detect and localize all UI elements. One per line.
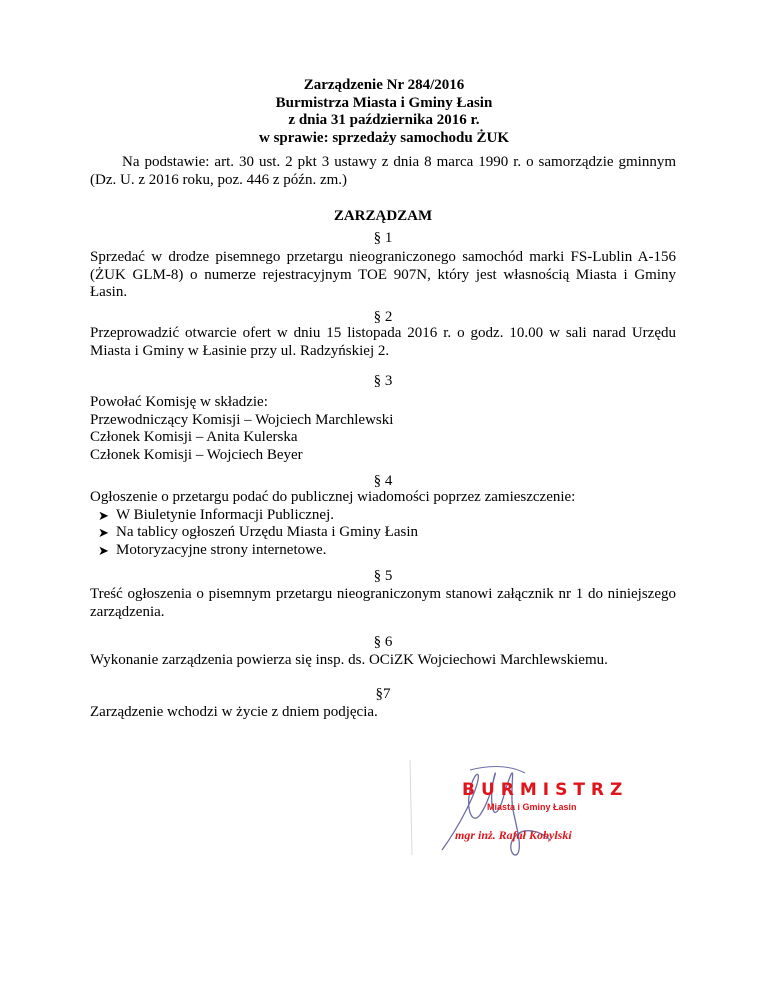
announcement-list (90, 507, 676, 560)
commission-member: Członek Komisji – Anita Kulerska (90, 429, 298, 445)
section-5-body: Treść ogłoszenia o pisemnym przetargu nieograniczonym stanowi załącznik nr 1 do niniejszego zarządzenia. (90, 586, 676, 620)
section-2-body: Przeprowadzić otwarcie ofert w dniu 15 listopada 2016 r. o godz. 10.00 w sali narad Urzędu Miasta i Gminy w Łasinie przy ul. Radzyńskiej 2. (90, 325, 676, 359)
document-header (0, 77, 768, 147)
legal-basis: Na podstawie: art. 30 ust. 2 pkt 3 ustawy z dnia 8 marca 1990 r. o samorządzie gminnym (Dz. U. z 2016 roku, poz. 446 z późn. zm.) (90, 154, 676, 188)
commission-intro: Powołać Komisję w składzie: (90, 394, 268, 410)
section-1-body: Sprzedać w drodze pisemnego przetargu nieograniczonego samochód marki FS-Lublin A-156 (ŻUK GLM-8) o numerze rejestracyjnym TOE 907N, który jest własnością Miasta i Gminy Łasin. (90, 249, 676, 300)
commission-member: Członek Komisji – Wojciech Beyer (90, 446, 303, 463)
stamp-subtitle: Miasta i Gminy Łasin (487, 802, 577, 812)
commission-member: Przewodniczący Komisji – Wojciech Marchlewski (90, 411, 394, 428)
stamp-name: mgr inż. Rafał Kobylski (455, 828, 572, 842)
section-4-body (90, 489, 676, 559)
section-4-heading: § 4 (373, 473, 393, 489)
subject: w sprawie: sprzedaży samochodu ŻUK (259, 129, 509, 146)
section-7-heading: §7 (375, 686, 391, 702)
section-6-heading: § 6 (373, 634, 393, 650)
section-3-body (90, 394, 676, 464)
document-title: Zarządzenie Nr 284/2016 (303, 77, 465, 93)
section-1-heading: § 1 (373, 230, 393, 246)
decree-heading: ZARZĄDZAM (333, 208, 433, 224)
list-item: ➤ Na tablicy ogłoszeń Urzędu Miasta i Gminy Łasin (98, 524, 419, 540)
arrow-bullet-icon: ➤ (98, 542, 109, 558)
mayor-stamp (400, 755, 629, 865)
stamp-title: BURMISTRZ (462, 780, 629, 800)
section-6-body: Wykonanie zarządzenia powierza się insp. ds. OCiZK Wojciechowi Marchlewskiemu. (90, 652, 608, 668)
issuer: Burmistrza Miasta i Gminy Łasin (275, 94, 493, 111)
section-2-heading: § 2 (373, 309, 393, 325)
section-5-heading: § 5 (373, 568, 393, 584)
list-item: ➤ W Biuletynie Informacji Publicznej. (98, 506, 334, 523)
section-7-body: Zarządzenie wchodzi w życie z dniem podjęcia. (90, 704, 378, 720)
arrow-bullet-icon: ➤ (98, 525, 109, 540)
announcement-intro: Ogłoszenie o przetargu podać do publicznej wiadomości poprzez zamieszczenie: (90, 489, 576, 505)
issue-date: z dnia 31 października 2016 r. (288, 112, 480, 128)
arrow-bullet-icon: ➤ (98, 507, 109, 523)
list-item: ➤ Motoryzacyjne strony internetowe. (98, 541, 327, 558)
section-3-heading: § 3 (373, 373, 393, 389)
